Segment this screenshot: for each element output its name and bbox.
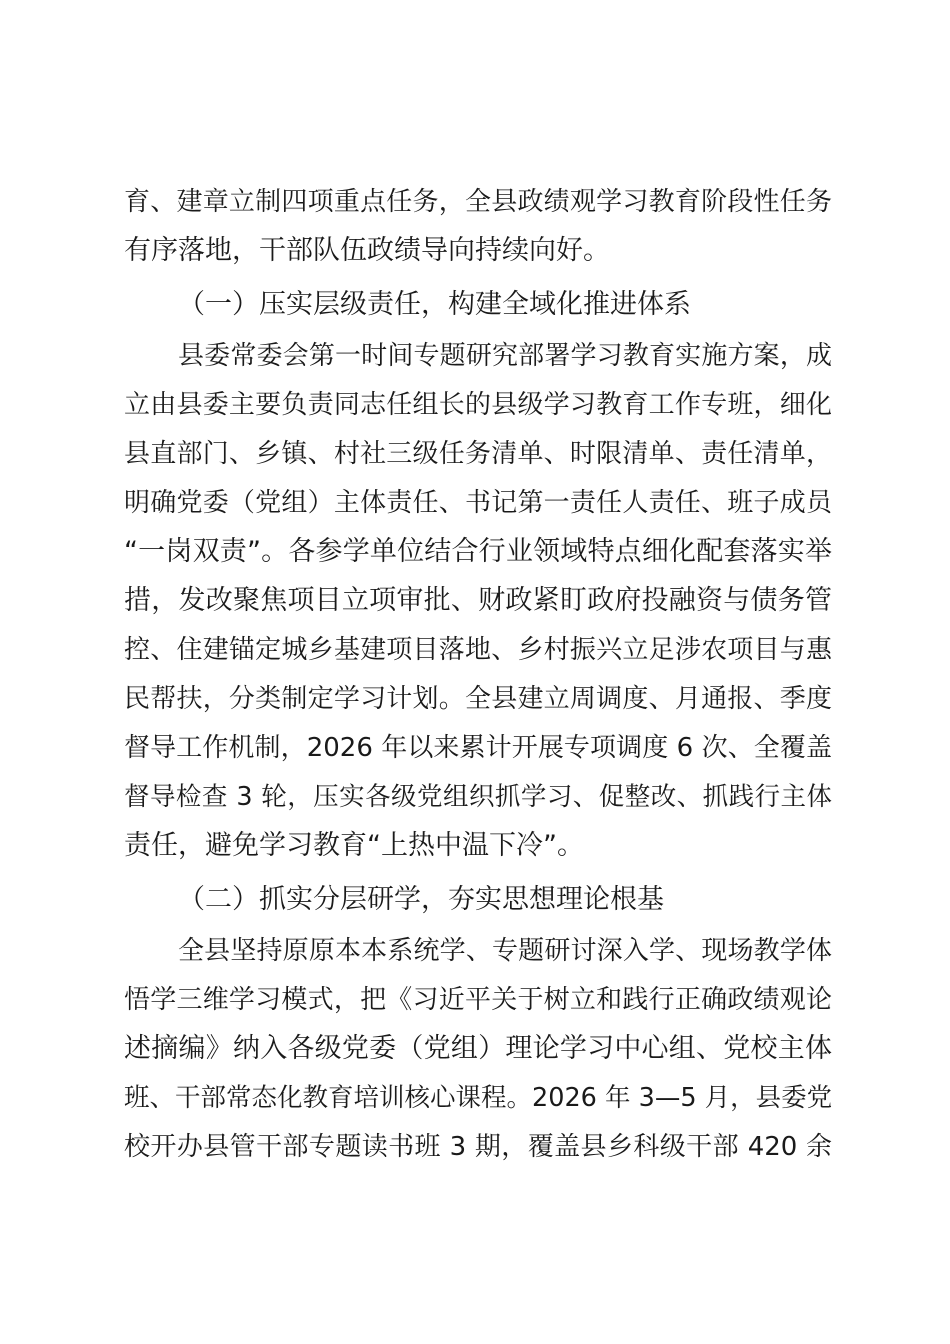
body-text-line: 育、建章立制四项重点任务，全县政绩观学习教育阶段性任务: [124, 187, 832, 217]
body-text-line: 立由县委主要负责同志任组长的县级学习教育工作专班，细化: [124, 390, 832, 420]
body-text-line: 民帮扶，分类制定学习计划。全县建立周调度、月通报、季度: [124, 684, 832, 714]
body-text-line: 措，发改聚焦项目立项审批、财政紧盯政府投融资与债务管: [124, 585, 832, 616]
body-text-line: 责任，避免学习教育“上热中温下冷”。: [124, 830, 584, 861]
section-heading-2: （二）抓实分层研学，夯实思想理论根基: [178, 884, 664, 915]
body-text-line: 控、住建锚定城乡基建项目落地、乡村振兴立足涉农项目与惠: [124, 635, 832, 665]
body-text-line: 校开办县管干部专题读书班 3 期，覆盖县乡科级干部 420 余: [124, 1132, 832, 1162]
body-text-line: 有序落地，干部队伍政绩导向持续向好。: [124, 235, 610, 266]
body-text-line: 县直部门、乡镇、村社三级任务清单、时限清单、责任清单，: [124, 439, 832, 469]
body-text-line: 明确党委（党组）主体责任、书记第一责任人责任、班子成员: [124, 488, 832, 518]
section-heading-1: （一）压实层级责任，构建全域化推进体系: [178, 289, 691, 320]
body-text-line: 督导工作机制，2026 年以来累计开展专项调度 6 次、全覆盖: [124, 733, 832, 763]
paragraph-first-line: 县委常委会第一时间专题研究部署学习教育实施方案，成: [178, 341, 832, 371]
body-text-line: 悟学三维学习模式，把《习近平关于树立和践行正确政绩观论: [124, 985, 832, 1015]
body-text-line: 班、干部常态化教育培训核心课程。2026 年 3—5 月，县委党: [124, 1083, 833, 1113]
body-text-line: “一岗双责”。各参学单位结合行业领域特点细化配套落实举: [124, 536, 832, 567]
body-text-line: 述摘编》纳入各级党委（党组）理论学习中心组、党校主体: [124, 1033, 832, 1064]
paragraph-first-line: 全县坚持原原本本系统学、专题研讨深入学、现场教学体: [178, 936, 832, 966]
body-text-line: 督导检查 3 轮，压实各级党组织抓学习、促整改、抓践行主体: [124, 782, 832, 812]
